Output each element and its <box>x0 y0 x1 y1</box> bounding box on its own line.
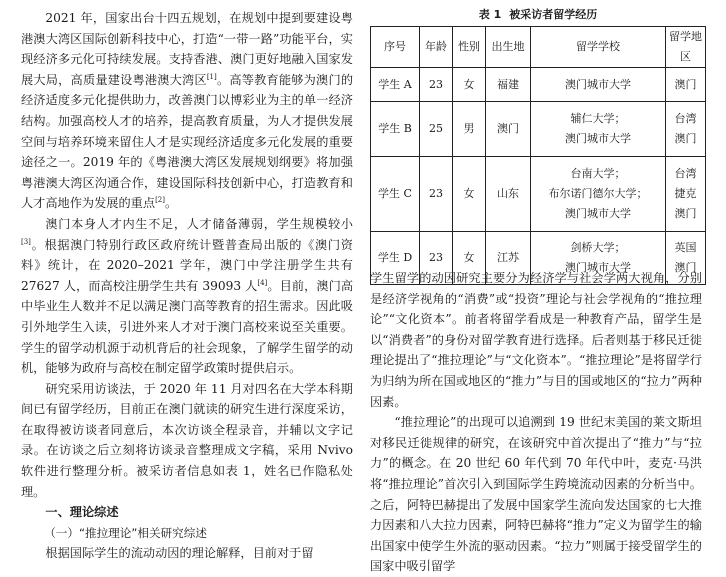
cell-id: 学生 A <box>371 68 420 102</box>
cell-age: 23 <box>420 68 453 102</box>
cell-region: 澳门 <box>666 68 706 102</box>
cell-gender: 女 <box>453 232 486 285</box>
left-column <box>21 8 353 564</box>
cell-birthplace: 福建 <box>486 68 531 102</box>
cell-id: 学生 D <box>371 232 420 285</box>
table-caption-title: 被采访者留学经历 <box>509 8 598 21</box>
cell-id: 学生 C <box>371 157 420 232</box>
push-pull-history-paragraph: “推拉理论”的出现可以追溯到 19 世纪末美国的莱文斯坦对移民迁徙规律的研究，在该研究中首次提出了“推力”与“拉力”的概念。在 20 世纪 60 年代到 70 年代中叶，麦克·马洪将“推拉理论”首次引入到国际学生跨境流动因素的分析当中。之后，阿特巴赫提出了发展中国家学生流向发达国家的七大推力因素和八大拉力因素，阿特巴赫将“推力”定义为留学生的输出国家中使学生外流的驱动因素。“拉力”则属于接受留学生的国家中吸引留学 <box>370 415 702 574</box>
interviewee-table-block <box>370 6 706 285</box>
table-row <box>371 102 706 157</box>
col-header-gender: 性别 <box>453 27 486 68</box>
right-column <box>370 268 702 577</box>
col-header-region: 留学地区 <box>666 27 706 68</box>
table-row <box>371 68 706 102</box>
cell-age: 25 <box>420 102 453 157</box>
interviewee-table <box>370 26 706 285</box>
section-heading: 一、理论综述 <box>45 505 119 520</box>
table-caption-label: 表 1 <box>478 8 502 21</box>
table-caption <box>370 6 706 26</box>
cell-gender: 男 <box>453 102 486 157</box>
col-header-birthplace: 出生地 <box>486 27 531 68</box>
table-row <box>371 157 706 232</box>
intro-paragraph: 2021 年，国家出台十四五规划，在规划中提到要建设粤港澳大湾区国际创新科技中心，打造“一带一路”功能平台，实现经济多元化可持续发展。支持香港、澳门更好地融入国家发展大局，高质量建设粤港澳大湾区[1]。高等教育能够为澳门的经济适度多元化提供助力，改善澳门以博彩业为主的单一经济结构。加强高校人才的培养，提高教育质量，为人才提供发展空间与培养环境来留住人才是实现经济适度多元化发展的重要途径之一。2019 年的《粤港澳大湾区发展规划纲要》将加强粤港澳大湾区沟通合作，建设国际科技创新中心，打造教育和人才高地作为发展的重点[2]。 <box>21 11 354 211</box>
cell-birthplace: 山东 <box>486 157 531 232</box>
cell-id: 学生 B <box>371 102 420 157</box>
cell-school: 台南大学； 布尔诺门德尔大学； 澳门城市大学 <box>531 157 666 232</box>
method-paragraph: 研究采用访谈法，于 2020 年 11 月对四名在大学本科期间已有留学经历，目前正在澳门就读的研究生进行深度采访，在取得被访谈者同意后，本次访谈全程录音，并辅以文字记录。在访谈之后立刻将访谈录音整理成文字稿，采用 Nvivo 软件进行整理分析。被采访者信息如表 1，姓名已作隐私处理。 <box>21 381 353 499</box>
col-header-age: 年龄 <box>420 27 453 68</box>
cell-gender: 女 <box>453 157 486 232</box>
col-header-school: 留学学校 <box>531 27 666 68</box>
cell-region: 台湾 捷克 澳门 <box>666 157 706 232</box>
theory-paragraph-start: 根据国际学生的流动动因的理论解释，目前对于留 <box>45 546 314 561</box>
cell-school: 辅仁大学； 澳门城市大学 <box>531 102 666 157</box>
cell-region: 台湾 澳门 <box>666 102 706 157</box>
cell-gender: 女 <box>453 68 486 102</box>
cell-age: 23 <box>420 232 453 285</box>
citation-ref[interactable]: [2] <box>155 196 165 205</box>
table-header-row <box>371 27 706 68</box>
cell-school: 澳门城市大学 <box>531 68 666 102</box>
subsection-heading: （一）“推拉理论”相关研究综述 <box>44 525 207 540</box>
background-paragraph: 澳门本身人才内生不足，人才储备薄弱，学生规模较小[3]。根据澳门特别行政区政府统计暨普查局出版的《澳门资料》统计，在 2020–2021 学年，澳门中学注册学生共有 27627 人，而高校注册学生共有 39093 人[4]。目前，澳门高中毕业生人数并不足以满足澳门高等教育的招生需求。因此吸引外地学生入读，引进外来人才对于澳门高校来说至关重要。学生的留学动机源于动机背后的社会现象，了解学生留学的动机，能够为政府与高校在制定留学政策时提供启示。 <box>21 216 354 376</box>
cell-birthplace: 澳门 <box>486 102 531 157</box>
motivation-paragraph: 学生留学的动因研究主要分为经济学与社会学两大视角，分别是经济学视角的“消费”或“投资”理论与社会学视角的“推拉理论”“文化资本”。前者将留学看成是一种教育产品，留学生是以“消费者”的身份对留学教育进行选择。后者则基于移民迁徙理论提出了“推拉理论”与“文化资本”。“推拉理论”是将留学行为归纳为所在国或地区的“推力”与目的国或地区的“拉力”两种因素。 <box>370 271 702 409</box>
col-header-id: 序号 <box>371 27 420 68</box>
citation-ref[interactable]: [4] <box>257 278 268 287</box>
citation-ref[interactable]: [3] <box>21 237 31 246</box>
citation-ref[interactable]: [1] <box>206 72 217 81</box>
cell-school: 剑桥大学； 澳门城市大学 <box>531 232 666 285</box>
cell-age: 23 <box>420 157 453 232</box>
cell-birthplace: 江苏 <box>486 232 531 285</box>
cell-region: 英国 澳门 <box>666 232 706 285</box>
